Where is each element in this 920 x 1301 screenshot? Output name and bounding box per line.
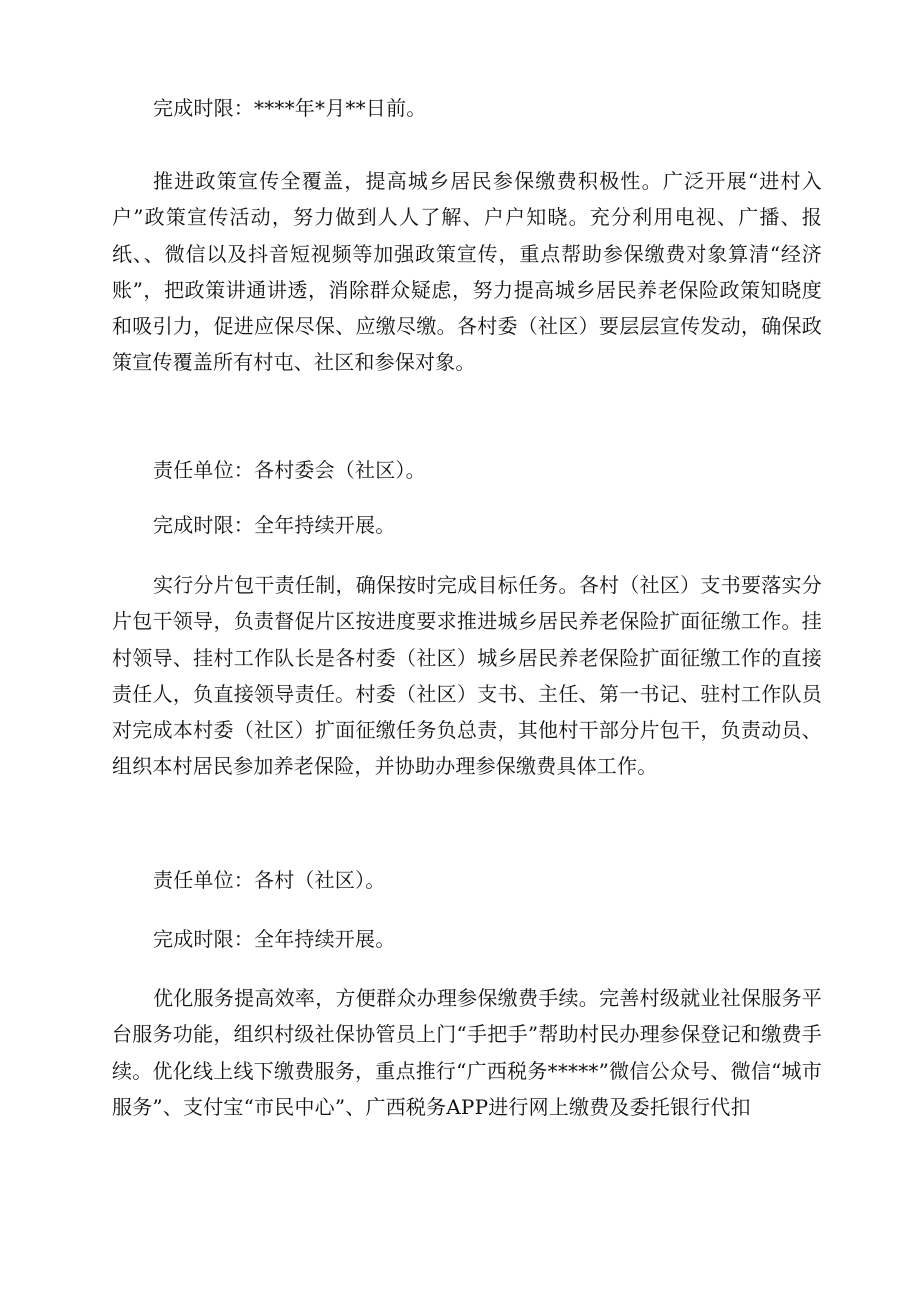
deadline-paragraph-1: 完成时限：****年*月**日前。	[153, 96, 427, 120]
responsible-unit-paragraph-1: 责任单位：各村委会（社区）。	[153, 458, 426, 482]
deadline-paragraph-3: 完成时限：全年持续开展。	[153, 927, 396, 951]
responsible-unit-paragraph-2: 责任单位：各村（社区）。	[153, 868, 386, 892]
service-optimization-paragraph: 优化服务提高效率，方便群众办理参保缴费手续。完善村级就业社保服务平台服务功能，组织村级社保协管员上门“手把手”帮助村民办理参保登记和缴费手续。优化线上线下缴费服务，重点推行“广西税务*****”微信公众号、微信“城市服务”、支付宝“市民中心”、广西税务APP进行网上缴费及委托银行代扣	[112, 986, 822, 1119]
policy-publicity-paragraph: 推进政策宣传全覆盖，提高城乡居民参保缴费积极性。广泛开展“进村入户”政策宣传活动，努力做到人人了解、户户知晓。充分利用电视、广播、报纸、、微信以及抖音短视频等加强政策宣传，重点帮助参保缴费对象算清“经济账”，把政策讲通讲透，消除群众疑虑，努力提高城乡居民养老保险政策知晓度和吸引力，促进应保尽保、应缴尽缴。各村委（社区）要层层宣传发动，确保政策宣传覆盖所有村屯、社区和参保对象。	[112, 169, 822, 375]
deadline-paragraph-2: 完成时限：全年持续开展。	[153, 513, 396, 537]
responsibility-system-paragraph: 实行分片包干责任制，确保按时完成目标任务。各村（社区）支书要落实分片包干领导，负责督促片区按进度要求推进城乡居民养老保险扩面征缴工作。挂村领导、挂村工作队长是各村委（社区）城乡居民养老保险扩面征缴工作的直接责任人，负直接领导责任。村委（社区）支书、主任、第一书记、驻村工作队员对完成本村委（社区）扩面征缴任务负总责，其他村干部分片包干，负责动员、组织本村居民参加养老保险，并协助办理参保缴费具体工作。	[112, 573, 822, 779]
